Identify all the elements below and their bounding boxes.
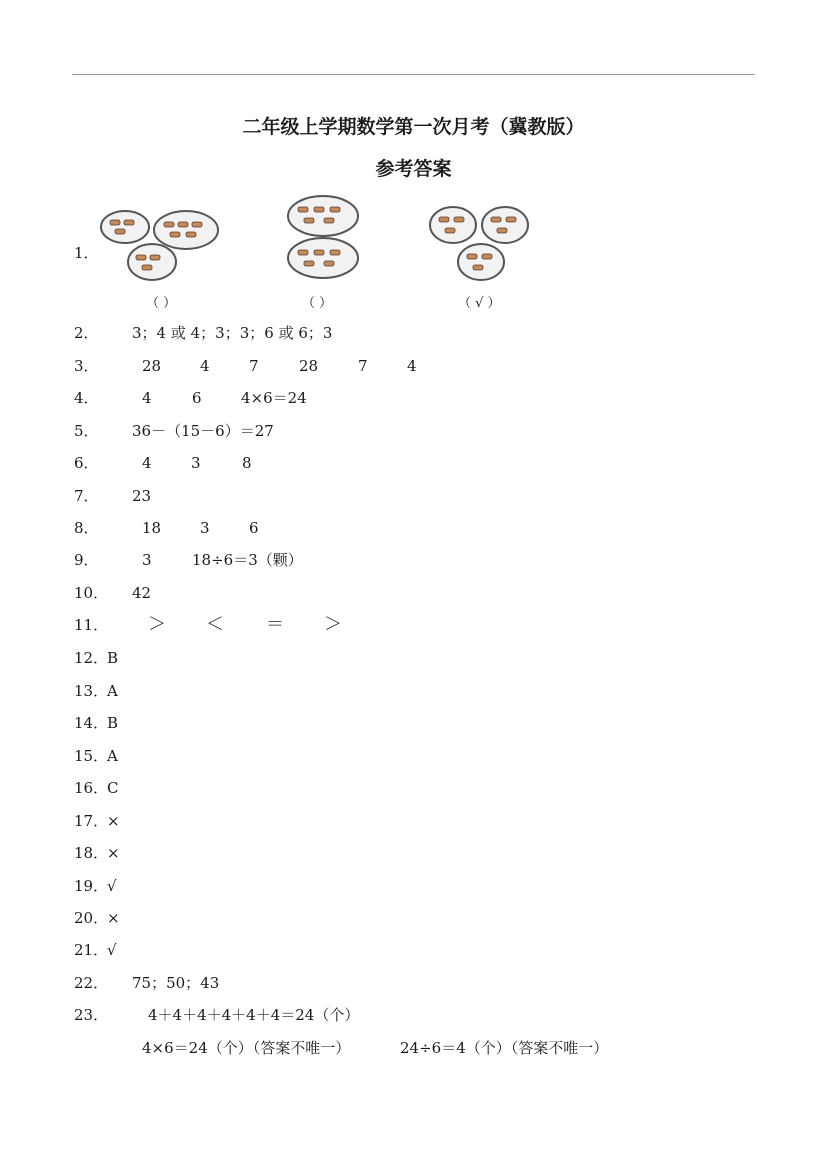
- answer-value: 8: [242, 454, 252, 472]
- answer-value: 3: [200, 519, 210, 537]
- answer-value: 36－（15－6）＝27: [132, 422, 274, 440]
- answer-value: 4＋4＋4＋4＋4＋4＝24（个）: [148, 1006, 360, 1024]
- answer-value: 23: [132, 487, 152, 505]
- answer-value: 4: [200, 357, 210, 375]
- answer-value: A: [107, 747, 118, 765]
- answer-value: 28: [142, 357, 162, 375]
- answer-value: 3: [191, 454, 201, 472]
- header-rule: [72, 74, 755, 75]
- answer-number: 22．: [74, 974, 109, 992]
- answer-value: ＞: [148, 614, 166, 635]
- answer-value: ＝: [266, 614, 284, 635]
- answer-value: ＜: [206, 614, 224, 635]
- candy-group-image-b: [284, 194, 364, 284]
- answer-number: 10．: [74, 584, 109, 602]
- answer-value: √: [107, 941, 117, 959]
- answer-value: 28: [299, 357, 319, 375]
- answer-value: 75；50；43: [132, 974, 220, 992]
- answer-value: 4: [407, 357, 417, 375]
- answer-value: 4×6＝24: [241, 389, 307, 407]
- candy-group-image-a: [98, 205, 223, 285]
- answer-number: 9．: [74, 551, 99, 569]
- answer-value: A: [107, 682, 118, 700]
- answer-number: 12．: [74, 649, 109, 667]
- answer-value: 7: [249, 357, 259, 375]
- answer-value: 6: [192, 389, 202, 407]
- answer-number: 17．: [74, 812, 109, 830]
- answer-number: 7．: [74, 487, 99, 505]
- answer-value: B: [107, 649, 119, 667]
- answer-value: 4: [142, 389, 152, 407]
- answer-value: 4: [142, 454, 152, 472]
- answer-number: 11．: [74, 616, 109, 634]
- answer-number: 19．: [74, 877, 109, 895]
- answer-option-c: （ √ ）: [458, 296, 501, 311]
- page-title: 二年级上学期数学第一次月考（冀教版）: [242, 116, 585, 138]
- answer-value: √: [107, 877, 117, 895]
- answer-number: 23．: [74, 1006, 109, 1024]
- answer-value: 3: [142, 551, 152, 569]
- answer-number: 5．: [74, 422, 99, 440]
- answer-number: 6．: [74, 454, 99, 472]
- answer-number: 16．: [74, 779, 109, 797]
- answer-number: 8．: [74, 519, 99, 537]
- answer-number: 2．: [74, 324, 99, 342]
- answer-value: ×: [107, 844, 120, 862]
- answer-number: 14．: [74, 714, 109, 732]
- answer-value: 7: [358, 357, 368, 375]
- answer-number: 4．: [74, 389, 99, 407]
- answer-option-a: （ ）: [146, 296, 177, 311]
- answer-value: 3；4 或 4；3；3；6 或 6；3: [132, 324, 333, 342]
- answer-value: 42: [132, 584, 152, 602]
- answer-value: 18: [142, 519, 162, 537]
- answer-number: 15．: [74, 747, 109, 765]
- page-subtitle: 参考答案: [375, 158, 452, 180]
- candy-group-image-c: [426, 203, 534, 285]
- answer-number: 21．: [74, 941, 109, 959]
- answer-value: ×: [107, 909, 120, 927]
- answer-number: 18．: [74, 844, 109, 862]
- answer-option-b: （ ）: [302, 296, 333, 311]
- answer-value: 18÷6＝3（颗）: [192, 551, 303, 569]
- answer-value: C: [107, 779, 119, 797]
- answer-value: 4×6＝24（个）（答案不唯一）: [142, 1039, 351, 1057]
- answer-value: 6: [249, 519, 259, 537]
- answer-value: ×: [107, 812, 120, 830]
- answer-value: B: [107, 714, 119, 732]
- answer-number: 1．: [74, 244, 99, 262]
- answer-number: 13．: [74, 682, 109, 700]
- answer-number: 3．: [74, 357, 99, 375]
- answer-value: 24÷6＝4（个）（答案不唯一）: [400, 1039, 609, 1057]
- answer-number: 20．: [74, 909, 109, 927]
- answer-value: ＞: [324, 614, 342, 635]
